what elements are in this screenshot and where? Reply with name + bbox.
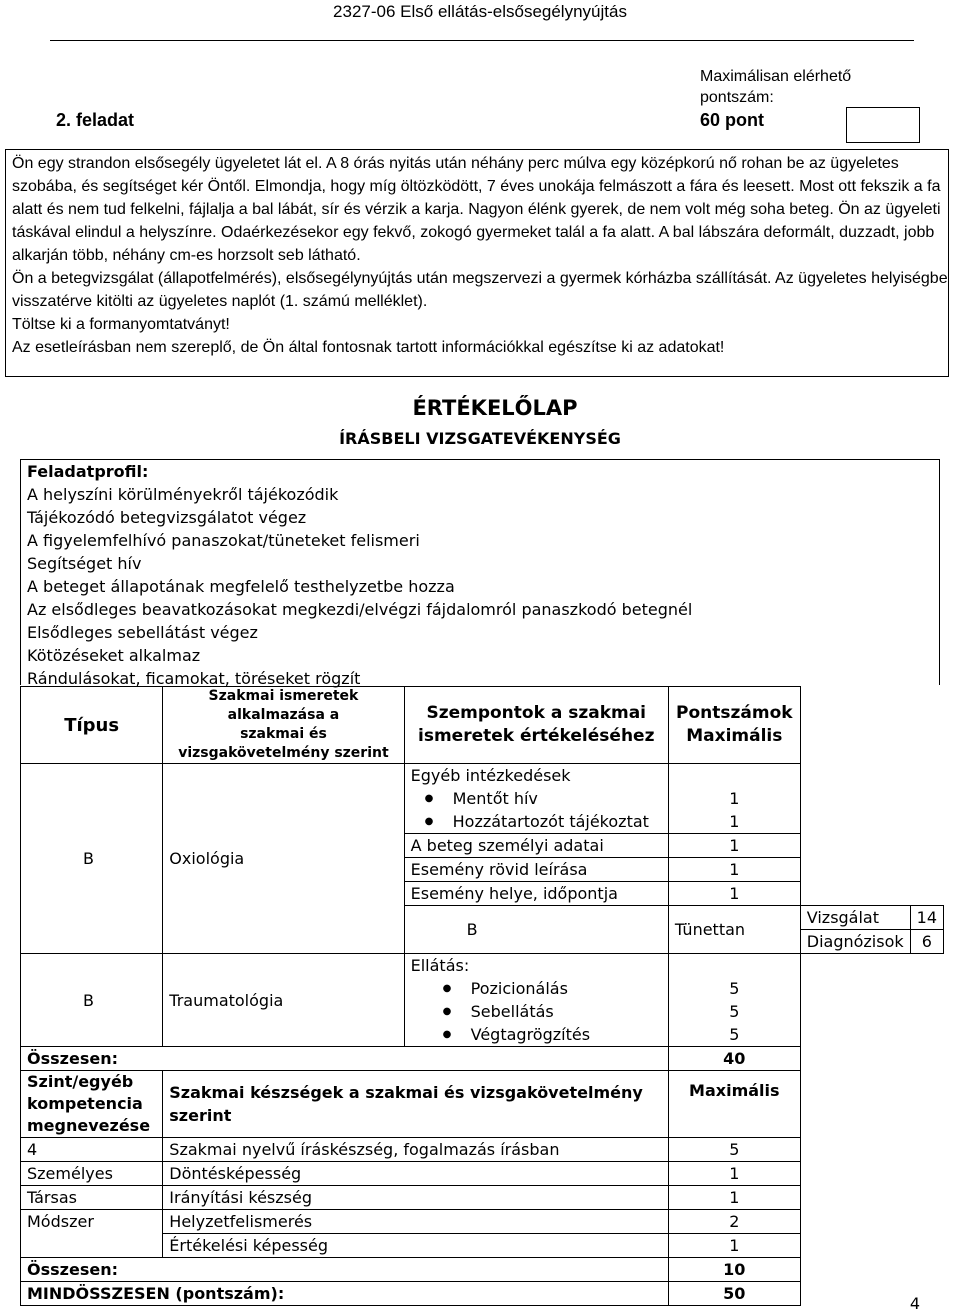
- profile-item: A helyszíni körülményekről tájékozódik: [27, 485, 339, 504]
- skill-cell: Helyzetfelismerés: [163, 1210, 669, 1234]
- profile-item: Tájékozódó betegvizsgálatot végez: [27, 508, 307, 527]
- task-profile: [20, 459, 940, 688]
- table-row: [21, 1282, 944, 1306]
- level-header-line1: Szint/egyéb: [27, 1072, 134, 1091]
- criteria-cell: Esemény helye, időpontja: [404, 882, 668, 906]
- grand-total-value: 50: [668, 1282, 800, 1306]
- evaluation-table: [20, 686, 944, 1306]
- profile-item: A beteget állapotának megfelelő testhelyzetbe hozza: [27, 577, 455, 596]
- max-value: 1: [729, 789, 740, 808]
- group-area: Traumatológia: [163, 954, 404, 1047]
- criteria-cell: [404, 764, 668, 834]
- max-cell: [668, 954, 800, 1047]
- other-measures-label: Egyéb intézkedések: [410, 766, 571, 785]
- max-value: 5: [729, 1002, 740, 1021]
- table-row: [21, 1162, 944, 1186]
- max-value: 1: [729, 812, 740, 831]
- table2-total-value: 10: [668, 1258, 800, 1282]
- profile-item: Az elsődleges beavatkozásokat megkezdi/elvégzi fájdalomról panaszkodó betegnél: [27, 600, 693, 619]
- points-header: [668, 687, 800, 764]
- table-row: [21, 1138, 944, 1162]
- header-rule: [50, 40, 914, 41]
- criteria-cell: Vizsgálat: [800, 906, 910, 930]
- max-value: 1: [668, 882, 800, 906]
- table2-total-label: Összesen:: [21, 1258, 669, 1282]
- profile-item: Kötözéseket alkalmaz: [27, 646, 201, 665]
- knowledge-header-line2: szakmai és vizsgakövetelmény szerint: [178, 726, 389, 761]
- care-label: Ellátás:: [410, 956, 470, 975]
- max-value: 1: [668, 858, 800, 882]
- criteria-cell: Diagnózisok: [800, 930, 910, 954]
- knowledge-header: [163, 687, 404, 764]
- table2-max-header: Maximális: [668, 1071, 800, 1138]
- document-header-title: 2327-06 Első ellátás-elsősegélynyújtás: [333, 2, 627, 21]
- table-row: [21, 1210, 944, 1234]
- table1-header-row: [21, 687, 944, 764]
- task-title: 2. feladat: [56, 110, 135, 130]
- max-value: 14: [910, 906, 943, 930]
- scenario-paragraph-1: Ön egy strandon elsősegély ügyeletet lát el. A 8 órás nyitás után néhány perc múlva egy középkorú nő rohan be az ügyeletes szobába, és segítséget kér Öntől. Elmondja, hogy míg öltözködött, 7 éves unokája felmászott a fára és leesett. Most ott fekszik a fa alatt és nem tud felkelni, fájlalja a bal lábát, sír és vérzik a karja. Nagyon élénk gyerek, de nem volt még soha beteg. Ön az ügyeleti táskával elindul a helyszínre. Odaérkezésekor egy fekvő, zokogó gyermeket talál a fa alatt. A bal lábszára deformált, duzzadt, jobb alkarján több, néhány cm-es horzsolt seb látható.: [12, 155, 941, 264]
- profile-heading: Feladatprofil:: [27, 462, 149, 481]
- criteria-cell: A beteg személyi adatai: [404, 834, 668, 858]
- grand-total-label: MINDÖSSZESEN (pontszám):: [21, 1282, 669, 1306]
- bullet-item: ● Mentőt hív: [453, 787, 662, 810]
- group-area: Oxiológia: [163, 764, 404, 954]
- skill-cell: Döntésképesség: [163, 1162, 669, 1186]
- level-cell: Személyes: [21, 1162, 163, 1186]
- criteria-header-line1: Szempontok a szakmai: [426, 703, 647, 723]
- table-row: [21, 1186, 944, 1210]
- score-entry-box[interactable]: [846, 107, 920, 143]
- scenario-instruction: Töltse ki a formanyomtatványt!: [12, 316, 230, 333]
- group-area: Tünettan: [668, 906, 800, 954]
- max-points-label: [700, 66, 860, 108]
- table-row: [21, 1047, 944, 1071]
- scenario-note: Az esetleírásban nem szereplő, de Ön által fontosnak tartott információkkal egészítse ki az adatokat!: [12, 339, 725, 356]
- max-value: 1: [668, 1162, 800, 1186]
- table-row: [21, 764, 944, 834]
- level-cell: 4: [21, 1138, 163, 1162]
- profile-item: Elsődleges sebellátást végez: [27, 623, 258, 642]
- points-header-line2: Maximális: [686, 726, 783, 746]
- max-value: 5: [729, 1025, 740, 1044]
- profile-item: Rándulásokat, ficamokat, töréseket rögzít: [27, 669, 361, 688]
- skill-cell: Szakmai nyelvű íráskészség, fogalmazás írásban: [163, 1138, 669, 1162]
- max-cell: [668, 764, 800, 834]
- table2-header-row: [21, 1071, 944, 1138]
- scenario-paragraph-2: Ön a betegvizsgálat (állapotfelmérés), elsősegélynyújtás után megszervezi a gyermek kórházba szállítását. Az ügyeletes helyiségbe visszatérve kitölti az ügyeletes naplót (1. számú melléklet).: [12, 270, 948, 310]
- points-header-line1: Pontszámok: [676, 703, 793, 723]
- level-cell: Módszer: [21, 1210, 163, 1258]
- evaluation-sheet-subtitle: ÍRÁSBELI VIZSGATEVÉKENYSÉG: [339, 429, 621, 448]
- bullet-item: ● Végtagrögzítés: [471, 1023, 662, 1046]
- knowledge-header-line1: Szakmai ismeretek alkalmazása a: [208, 688, 359, 723]
- task-points: 60 pont: [700, 110, 765, 130]
- criteria-cell: [404, 954, 668, 1047]
- evaluation-sheet-title: ÉRTÉKELŐLAP: [412, 396, 578, 420]
- criteria-header: [404, 687, 668, 764]
- level-header-line3: megnevezése: [27, 1116, 151, 1135]
- group-type: B: [21, 764, 163, 954]
- max-value: 2: [668, 1210, 800, 1234]
- table1-total-value: 40: [668, 1047, 800, 1071]
- skill-cell: Értékelési képesség: [163, 1234, 669, 1258]
- page-number: 4: [909, 1294, 920, 1313]
- bullet-item: ● Hozzátartozót tájékoztat: [453, 810, 662, 833]
- table-row: [21, 1258, 944, 1282]
- level-cell: Társas: [21, 1186, 163, 1210]
- max-value: 5: [729, 979, 740, 998]
- group-type: B: [404, 906, 668, 954]
- max-value: 6: [910, 930, 943, 954]
- max-points-label-line1: Maximálisan elérhető: [700, 68, 852, 85]
- group-type: B: [21, 954, 163, 1047]
- criteria-cell: Esemény rövid leírása: [404, 858, 668, 882]
- max-value: 1: [668, 1234, 800, 1258]
- skills-header: Szakmai készségek a szakmai és vizsgakövetelmény szerint: [163, 1071, 669, 1138]
- level-header: [21, 1071, 163, 1138]
- max-points-label-line2: pontszám:: [700, 89, 774, 106]
- criteria-header-line2: ismeretek értékeléséhez: [418, 726, 655, 746]
- table1-total-label: Összesen:: [21, 1047, 669, 1071]
- profile-item: Segítséget hív: [27, 554, 142, 573]
- table-row: [21, 954, 944, 1047]
- max-value: 1: [668, 834, 800, 858]
- type-header: Típus: [21, 687, 163, 764]
- scenario-box: [5, 149, 949, 377]
- max-value: 1: [668, 1186, 800, 1210]
- profile-item: A figyelemfelhívó panaszokat/tüneteket felismeri: [27, 531, 420, 550]
- skill-cell: Irányítási készség: [163, 1186, 669, 1210]
- bullet-item: ● Sebellátás: [471, 1000, 662, 1023]
- bullet-item: ● Pozicionálás: [471, 977, 662, 1000]
- level-header-line2: kompetencia: [27, 1094, 143, 1113]
- max-value: 5: [668, 1138, 800, 1162]
